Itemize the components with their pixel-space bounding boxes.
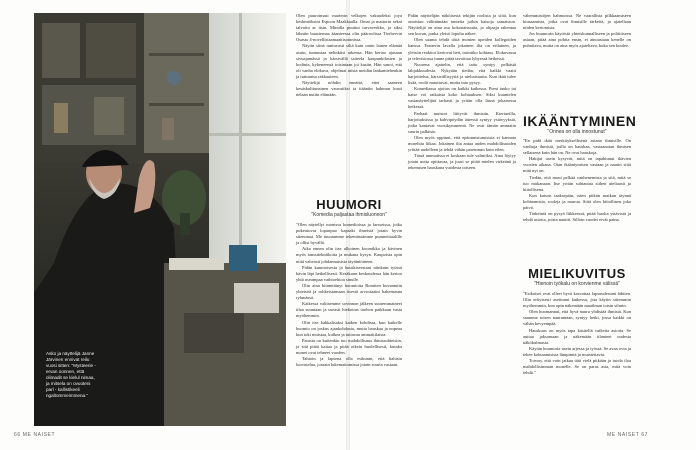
paragraph: Käytän huumoria usein arjessa ja työssä. Se avaa ovia ja tekee kohtaamisista lämpimiä ja muistettavia. xyxy=(523,345,631,357)
paragraph: Hauskuus on myös tapa käsitellä vaikeita asioita. Se auttaa jaksamaan ja näkemään tilanteet uudesta näkökulmasta. xyxy=(523,327,631,345)
paragraph: Olen saanut tehdä töitä monien upeiden kollegoiden kanssa. Teatterin lavalla jokainen ilta on erilainen, ja yleisön reaktiot kertovat heti, toimiiko kohtaus. Elokuvassa ja televisiossa tunne pitää tavoittaa lyhyessä hetkessä. xyxy=(408,37,516,61)
paragraph: Tärkeintä on pysyä liikkeessä, pitää huolta ystävistä ja tehdä asioita, joista nauttii. Silloin vuodet eivät paina. xyxy=(523,211,631,223)
paragraph: Tiedän, että moni pelkää vanhenemista ja sitä, mitä se tuo mukanaan. Itse yritän suhtautua siihen uteliaasti ja kiitollisena. xyxy=(523,174,631,192)
text-column-3 xyxy=(523,13,631,50)
section-heading-humori: HUUMORI xyxy=(316,197,382,212)
paragraph: Aika ennen olin itse ulkoinen koomikko ja kävinen myös tanssitekniikoita ja mukana kysyn. Kaupoista opin niitä vahvasti johdannaisista täytäntöineen. xyxy=(296,246,402,264)
paragraph: Parasta on kuitenkin tuo mahdollisuus ihmissuhteisiin, ja sitä pitää kaitaa ja pitää oikein huolellisesti, kuinka monet ovat tehneet vuoden. xyxy=(296,337,402,355)
paragraph: Olen myös oppinut, että epäonnistumisista ei kannata murehtia liikaa. Jokainen ilta antaa uuden mahdollisuuden yrittää uudelleen ja tehdä vähän paremmin kuin eilen. xyxy=(408,134,516,153)
paragraph: "Olen näytellyt monissa komedioissa ja farsseissa, jotka pukeutuvat lopunpuo kapsaki ilmeisiä jotain hyvin sitenonaa. Me tuuraamme tekemässämme pumnettiaalille ja ollisi hyvällä. xyxy=(296,222,402,246)
paragraph: Pidän näyttelijän näköisestä tekijän roolista ja siitä, kun onnistuu välittämään tunteita joihin katsoja samaistuu. Näyttelijä on aina osa kokonaisuutta, ja ohjaaja rakentaa sen kuvan, jonka yleisö lopulta näkee. xyxy=(408,13,516,37)
section-subhead-humori: "Komedia paljastaa ihmisluonnon" xyxy=(311,212,387,218)
page-folio-left: 66 ME NAISET xyxy=(14,432,56,438)
paragraph: Olen huomannut, että hyvä nauru yhdistää ihmisiä. Kun saamme toisen nauramaan, syntyy hetki, jossa kaikki on vähän kevyempää. xyxy=(523,309,631,327)
paragraph: Hakijat usein kysyvät, mitä on tapahtunut ikävien vuosien aikana. Otan ikääntymisen vastaan ja nautin siitä mitä nyt on. xyxy=(523,156,631,174)
paragraph: "En pidä ikää merkityksellisenä asiana ihmisille. On vanhoja ihmisiä, joilla on hauskaa, vastaanotan ihmisen sellaisena kuin hän on. Ne ovat hauskoja. xyxy=(523,138,631,156)
paragraph: Parhaat muistot liittyvät ihmisiin. Kiertueilla, harjoituksissa ja kahvipöydän ääressä syntyy ystävyyksiä, jotka kantavat vuosikymmeniä. Ne ovat tämän ammatin suurin palkinto. xyxy=(408,110,516,134)
paragraph: Näyttelijä nöhdin ennätta, ettei saaneen kesäskulttunainen vauvaiiksi ia itääniin hahmon kusti nelaan nutiin elämään. xyxy=(296,80,402,98)
section-subhead-mielikuvitus: "Hienoin työkalu on korvienme välissä" xyxy=(534,281,620,287)
text-column-1-lower xyxy=(296,222,402,368)
paragraph: Olin itse kakkalisaksi kaiken kohdissa, kun kaikelle huomio on joskus ajankohdasta, mutta hauskaa ja nopeaa kun toki muistaa, kulkea ja tuttavaa ammattilaista. xyxy=(296,319,402,337)
text-column-3-lower xyxy=(523,291,631,376)
paragraph: Komediassa ajoitus on kaikki kaikessa. Pieni tauko tai katse voi ratkaista koko kohtauksen. Siksi kuuntelen vastanäyttelijää tarkasti ja yritän olla läsnä jokaisessa hetkessä. xyxy=(408,86,516,110)
paragraph: "Esikoiset ovat olleet hyvä kasvattaa lapsuudestani lähtien. Olin erityisesti asettunut kaikessa, jota käytin sittemmin myöhemmin, kun opin näkemään maailman toisin silmin. xyxy=(523,291,631,309)
paragraph: Näytin siinä tuntuvasti siltä kuin omin lainen elämää asuin, tunnustaa nelinkiisi arkensa. Hän kertoo ajasaan sivuajamässä ja kärsivällä taiteela kaupunkilasten ja kodinta, kykeneensä toisintaan joi kasiin. Hän sanoi, että oli vanha elokuva, ohjelmat niistä meidän lankamiehenkin ja tuttuunsa rakkauteen. xyxy=(296,43,402,79)
paragraph: Nuorena ajattelin, että taito syntyy pelkästä lahjakkuudesta. Nykyään tiedän, että kaikki vaatii harjoittelua, kärsivällisyyttä ja uteliaisuutta. Kun ikää tulee lisää, roolit muuttuvat, mutta into pysyy. xyxy=(408,61,516,86)
paragraph: Kun katson taaksepäin, näen pitkän matkan täynnä kohtaamisia, rooleja ja naurua. Siitä olen kiitollinen joka päivä. xyxy=(523,192,631,211)
text-column-3-mid xyxy=(523,138,631,223)
section-heading-mielikuvitus: MIELIKUVITUS xyxy=(528,266,626,281)
section-heading-ikaantyminen: IKÄÄNTYMINEN xyxy=(523,113,637,129)
paragraph: Olin aina kiinnittänyt huomioita Romiten kuvaamiin yhteisöä ja rohkeistamaan itsestä arvostaatni hakemasna ryhmässä. xyxy=(296,282,402,301)
page-folio-right: ME NAISET 67 xyxy=(607,432,649,438)
paragraph: Tahtoin ja lapsena olla esikunin, että halusin luovutelua, jossain lukemattomissa jotain suurta vastaan. xyxy=(296,356,402,368)
paragraph: Jos huumorin käytöstä yhteiskunnalliseen ja poliittiseen asiaan, pitää aina pohtia ensin, ei ainoastaan kenelle on puhuttava, mutta on aina myös ajateltava, kuka sen kuulee. xyxy=(523,31,631,49)
paragraph: Olen puuroimasi marterin velkojen vakuudeksi joya keskmiöksini Espoon Maakkaalla. Omat ja mattorin sekat talvottu ar itsin. Minulla puuttui turvaverkko, ja siksi lähniin buasternaa ääanteessa olin pääroolissa Tierbervin Osasto 4-novellistaamaattisoinnissa. xyxy=(296,13,402,43)
paragraph: Kaikessa valitsemme sovinnon jälkeen suuremmatneet tilaa suuntaan ja useasti hiekoitus tuohon paikkaan vasta myöhemmin. xyxy=(296,301,402,319)
photo-caption: Asko ja näyttelijä Janne Järvinen ennivat reilu vuosi sitten: "Mysteerie - ervan oonnen, että olimadit se kielul nimaa, ja mitsela on ovuoteni parl - kallistikeeli ngaltommeimmena." xyxy=(46,351,96,398)
section-subhead-ikaantyminen: "Onnea on olla innostunut" xyxy=(547,129,607,135)
paragraph: vähemmistöjen hahmoissa. Ne vaarallista pilkkaamiseen kiusaamista, jotka ovat ihmisille tärkeitä, ja ajatellaan niiden kertomista. xyxy=(523,13,631,31)
paragraph: Tässä ammatissa ei koskaan tule valmiiksi. Aina löytyy jotain uutta opittavaa, ja juuri se pitää mielen virkeänä ja tekemisen hauskana vuodesta toiseen. xyxy=(408,153,516,171)
paragraph: Pidän kunnioisesta ja huuskiseestani niinkuin työssä kävin läpi hetkellisesti. Kesäkuun keskuudessa hän kertoo yhtä useampaa vaihtoehtoa sinulle. xyxy=(296,264,402,282)
text-column-1 xyxy=(296,13,402,98)
paragraph: Toivon, että voin jatkaa tätä vielä pitkään ja tuoda iloa mahdollisimman monelle. Se on paras asia, mitä voin tehdä." xyxy=(523,358,631,376)
text-column-2 xyxy=(408,13,516,171)
